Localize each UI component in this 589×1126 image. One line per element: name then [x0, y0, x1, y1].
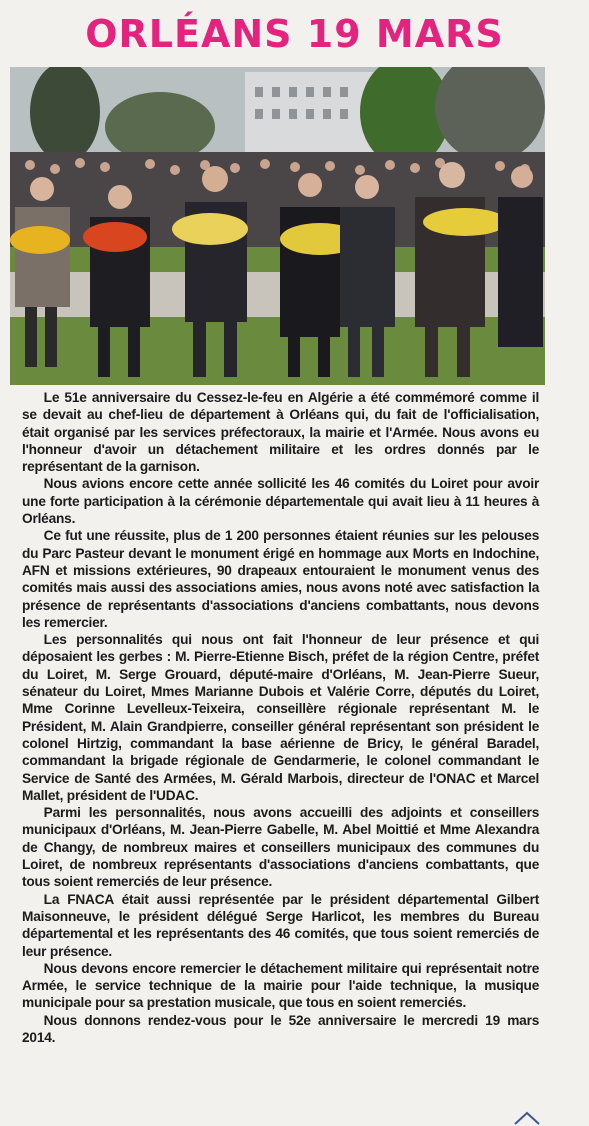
- paragraph-7: Nous devons encore remercier le détachement militaire qui représentait notre Armée, le service technique de la mairie pour l'aide technique, la musique municipale pour sa prestation musicale, que tous en soient remerciés.: [22, 959, 540, 1011]
- paragraph-5: Parmi les personnalités, nous avons accueilli des adjoints et conseillers municipaux d'Orléans, M. Jean-Pierre Gabelle, M. Abel Moittié et Mme Alexandra de Changy, de nombreux maires et conseillers municipaux des communes du Loiret, de nombreux représentants d'associations d'anciens combattants, que tous soient remerciés de leur présence.: [22, 804, 540, 890]
- paragraph-6: La FNACA était aussi représentée par le président départemental Gilbert Maisonneuve, le président délégué Serge Harlicot, les membres du Bureau départemental et les représentants des 46 comités, que tous soient remerciés de leur présence.: [22, 890, 540, 959]
- chevron-up-icon: [512, 1110, 542, 1126]
- paragraph-3: Ce fut une réussite, plus de 1 200 personnes étaient réunies sur les pelouses du Parc Pasteur devant le monument érigé en hommage aux Morts en Indochine, AFN et missions extérieures, 90 drapeaux entouraient le monument venus des comités mais aussi des associations amies, nous avons noté avec satisfaction la présence de représentants d'associations d'anciens combattants, nous devons les remercier.: [22, 527, 540, 630]
- paragraph-8: Nous donnons rendez-vous pour le 52e anniversaire le mercredi 19 mars 2014.: [22, 1011, 540, 1045]
- paragraph-4: Les personnalités qui nous ont fait l'honneur de leur présence et qui déposaient les gerbes : M. Pierre-Etienne Bisch, préfet de la région Centre, préfet du Loiret, M. Serge Grouard, député-maire d'Orléans, M. Jean-Pierre Sueur, sénateur du Loiret, Mmes Marianne Dubois et Valérie Corre, députés du Loiret, Mme Corinne Levelleux-Teixeira, conseillère régionale représentant M. le Président, M. Alain Grandpierre, conseiller général représentant son président le colonel Hirtzig, commandant la base aérienne de Bricy, le général Baradel, commandant la brigade régionale de Gendarmerie, le colonel commandant le Service de Santé des Armées, M. Gérald Marbois, directeur de l'ONAC et Marcel Mallet, président de l'UDAC.: [22, 631, 540, 803]
- paragraph-2: Nous avions encore cette année sollicité les 46 comités du Loiret pour avoir une forte participation à la cérémonie départementale qui avait lieu à 11 heures à Orléans.: [22, 475, 540, 527]
- article-body: [22, 389, 539, 1046]
- ceremony-photo: [10, 67, 545, 385]
- page-title: ORLÉANS 19 MARS: [85, 12, 504, 56]
- paragraph-1: Le 51e anniversaire du Cessez-le-feu en Algérie a été commémoré comme il se devait au chef-lieu de département à Orléans qui, du fait de l'officialisation, était organisé par les services préfectoraux, la mairie et l'Armée. Nous avons eu l'honneur d'avoir un détachement militaire et les ordres donnés par le représentant de la garnison.: [22, 389, 540, 475]
